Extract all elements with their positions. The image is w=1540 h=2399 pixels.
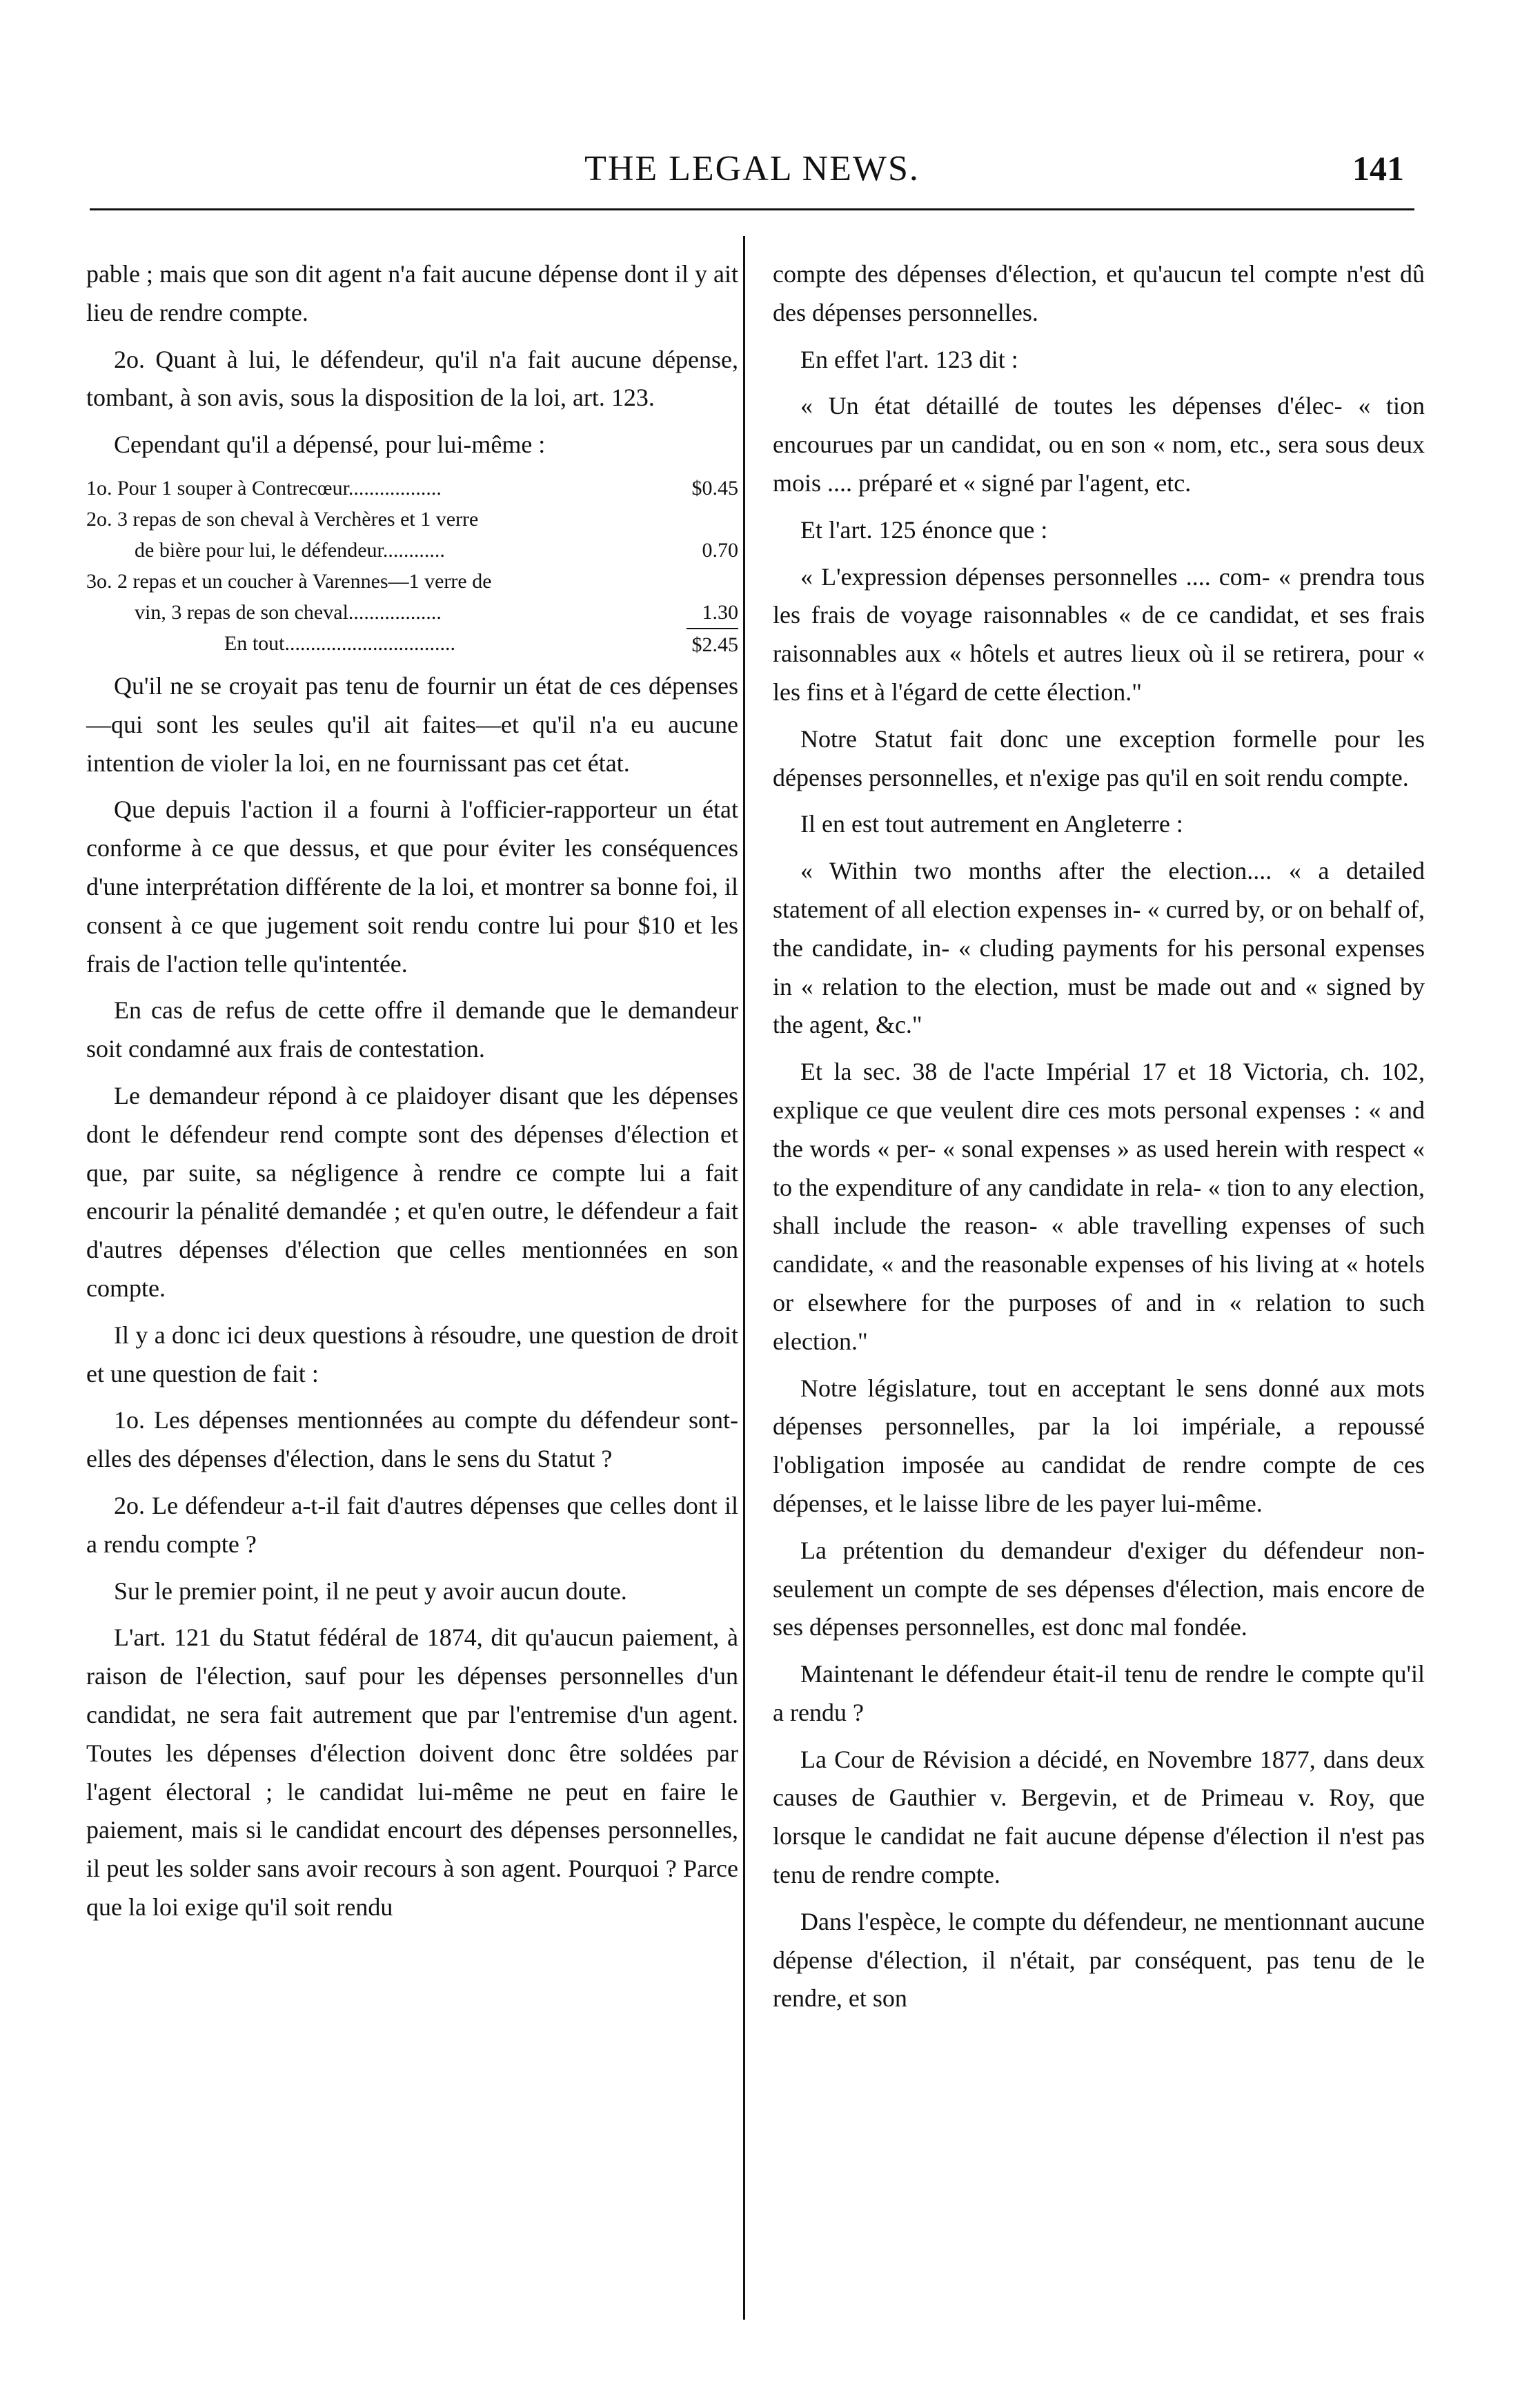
paragraph: Et la sec. 38 de l'acte Impérial 17 et 18 Victoria, ch. 102, explique ce que veulent dire ces mots personal expenses : « and the words « per- « sonal expenses » as used herein with respect « to the expenditure of any candidate in rela- « tion to any election, shall include the reason- « able travelling expenses of such candidate, « and the reasonable expenses of his living at « hotels or elsewhere for the purposes of and in « relation to such election." <box>773 1058 1425 1355</box>
paragraph: La prétention du demandeur d'exiger du défendeur non-seulement un compte de ses dépenses d'élection, mais encore de ses dépenses personnelles, est donc mal fondée. <box>773 1536 1425 1641</box>
paragraph: 2o. Le défendeur a-t-il fait d'autres dépenses que celles dont il a rendu compte ? <box>86 1491 738 1558</box>
quote: « L'expression dépenses personnelles .... com- « prendra tous les frais de voyage raisonnables « de ce candidat, et ses frais raisonnables aux « hôtels et autres lieux où il se retirera, pour « les fins et à l'égard de cette élection." <box>773 562 1425 706</box>
paragraph: Il en est tout autrement en Angleterre : <box>800 810 1183 838</box>
expense-label: vin, 3 repas de son cheval.................. <box>135 600 442 624</box>
quote: « Within two months after the election.... « a detailed statement of all election expenses in- « curred by, or on behalf of, the candidate, in- « cluding payments for his personal expenses in « relation to the election, must be made out and « signed by the agent, &c." <box>773 857 1425 1039</box>
paragraph: Il y a donc ici deux questions à résoudre, une question de droit et une question de fait : <box>86 1321 738 1388</box>
paragraph: En effet l'art. 123 dit : <box>800 345 1018 373</box>
expense-row <box>86 566 738 597</box>
expense-label: de bière pour lui, le défendeur............ <box>135 538 445 562</box>
expense-amount <box>733 504 738 535</box>
expense-row <box>86 504 738 535</box>
expense-label: 3o. 2 repas et un coucher à Varennes—1 verre de <box>86 569 492 593</box>
paragraph: Qu'il ne se croyait pas tenu de fournir un état de ces dépenses—qui sont les seules qu'il ait faites—et qu'il n'a eu aucune intention de violer la loi, en ne fournissant pas cet état. <box>86 671 738 777</box>
left-column <box>86 255 738 1935</box>
column-divider <box>743 236 745 2320</box>
expense-total-row <box>86 628 738 660</box>
paragraph: 1o. Les dépenses mentionnées au compte du défendeur sont-elles des dépenses d'élection, dans le sens du Statut ? <box>86 1406 738 1473</box>
page-number: 141 <box>1352 149 1404 188</box>
right-column <box>773 255 1425 2026</box>
expense-row <box>86 473 738 504</box>
expense-amount: 0.70 <box>702 538 738 562</box>
header-rule <box>90 208 1414 210</box>
expense-amount: $0.45 <box>691 476 738 500</box>
paragraph: Notre Statut fait donc une exception formelle pour les dépenses personnelles, et n'exige pas qu'il en soit rendu compte. <box>773 724 1425 791</box>
paragraph: L'art. 121 du Statut fédéral de 1874, dit qu'aucun paiement, à raison de l'élection, sauf pour les dépenses personnelles d'un candidat, ne sera fait autrement que par l'entremise d'un agent. Toutes les dépenses d'élection doivent donc être soldées par l'agent électoral ; le candidat lui-même ne peut en faire le paiement, mais si le candidat encourt des dépenses personnelles, il peut les solder sans avoir recours à son agent. Pourquoi ? Parce que la loi exige qu'il soit rendu <box>86 1623 738 1921</box>
expense-row <box>86 535 738 566</box>
paragraph: Dans l'espèce, le compte du défendeur, ne mentionnant aucune dépense d'élection, il n'était, par conséquent, pas tenu de le rendre, et son <box>773 1907 1425 2013</box>
paragraph: Sur le premier point, il ne peut y avoir aucun doute. <box>114 1577 627 1605</box>
expense-amount <box>733 566 738 597</box>
total-amount: $2.45 <box>687 628 739 660</box>
journal-title: THE LEGAL NEWS. <box>584 149 920 188</box>
expense-amount: 1.30 <box>702 600 738 624</box>
paragraph: Cependant qu'il a dépensé, pour lui-même : <box>114 431 546 459</box>
paragraph: Maintenant le défendeur était-il tenu de rendre le compte qu'il a rendu ? <box>773 1660 1425 1726</box>
paragraph: La Cour de Révision a décidé, en Novembre 1877, dans deux causes de Gauthier v. Bergevin, et de Primeau v. Roy, que lorsque le candidat ne fait aucune dépense d'élection il n'est pas tenu de rendre compte. <box>773 1745 1425 1889</box>
paragraph: Le demandeur répond à ce plaidoyer disant que les dépenses dont le défendeur rend compte sont des dépenses d'élection et que, par suite, sa négligence à rendre ce compte lui a fait encourir la pénalité demandée ; et qu'en outre, le défendeur a fait d'autres dépenses d'élection que celles mentionnées en son compte. <box>86 1081 738 1302</box>
page-header <box>90 148 1414 204</box>
paragraph: Notre législature, tout en acceptant le sens donné aux mots dépenses personnelles, par la loi impériale, a repoussé l'obligation imposée au candidat de rendre compte de ces dépenses, et le laisse libre de les payer lui-même. <box>773 1374 1425 1517</box>
quote: « Un état détaillé de toutes les dépenses d'élec- « tion encourues par un candidat, ou en son « nom, etc., sera sous deux mois .... préparé et « signé par l'agent, etc. <box>773 392 1425 497</box>
expense-row <box>86 597 738 628</box>
paragraph: Que depuis l'action il a fourni à l'officier-rapporteur un état conforme à ce que dessus, et que pour éviter les conséquences d'une interprétation différente de la loi, et montrer sa bonne foi, il consent à ce que jugement soit rendu contre lui pour $10 et les frais de l'action telle qu'intentée. <box>86 796 738 978</box>
expense-list <box>86 473 738 660</box>
paragraph: En cas de refus de cette offre il demande que le demandeur soit condamné aux frais de contestation. <box>86 996 738 1063</box>
paragraph: Et l'art. 125 énonce que : <box>800 515 1048 544</box>
paragraph: 2o. Quant à lui, le défendeur, qu'il n'a fait aucune dépense, tombant, à son avis, sous la disposition de la loi, art. 123. <box>86 345 738 412</box>
expense-label: 1o. Pour 1 souper à Contrecœur.................. <box>86 476 442 500</box>
expense-label: 2o. 3 repas de son cheval à Verchères et 1 verre <box>86 507 479 531</box>
total-label: En tout................................. <box>224 631 455 655</box>
paragraph: pable ; mais que son dit agent n'a fait aucune dépense dont il y ait lieu de rendre compte. <box>86 260 738 326</box>
paragraph: compte des dépenses d'élection, et qu'aucun tel compte n'est dû des dépenses personnelles. <box>773 260 1425 326</box>
